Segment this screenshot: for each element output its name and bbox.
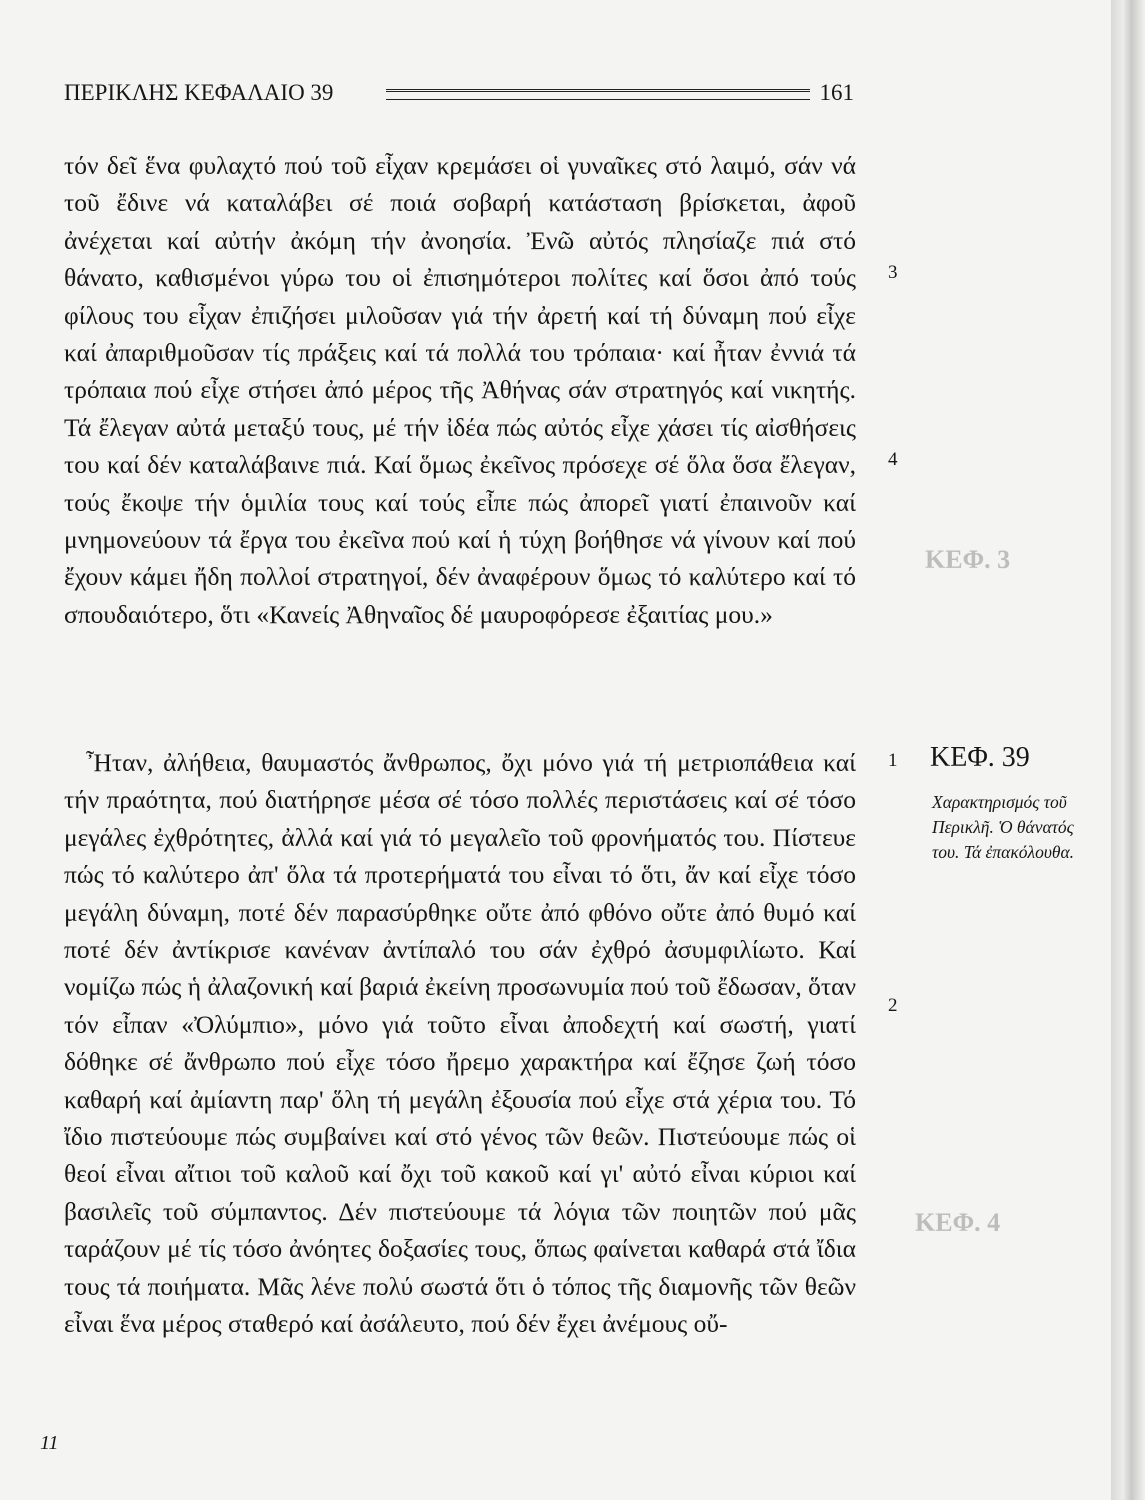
running-header xyxy=(64,80,854,110)
printer-signature: 11 xyxy=(40,1432,59,1454)
page-number: 161 xyxy=(819,80,854,105)
chapter-summary: Χαρακτηρισμός τοῦ Περικλῆ. Ὁ θάνατός του. Τά ἐπακόλουθα. xyxy=(932,792,1075,862)
margin-section-number: 1 xyxy=(888,750,898,771)
running-header-title: ΠΕΡΙΚΛΗΣ ΚΕΦΑΛΑΙΟ 39 xyxy=(64,80,334,105)
chapter-label: ΚΕΦ. 39 xyxy=(930,742,1030,773)
bleed-through-heading-2: ΚΕΦ. 4 xyxy=(915,1208,1001,1237)
body-paragraph-1: τόν δεῖ ἕνα φυλαχτό πού τοῦ εἶχαν κρεμάσει οἱ γυναῖκες στό λαιμό, σάν νά τοῦ ἔδινε νά καταλάβει σέ ποιά σοβαρή κατάσταση βρίσκεται, ἀφοῦ ἀνέχεται καί αὐτήν ἀκόμη τήν ἀνοησία. Ἐνῶ αὐτός πλησίαζε πιά στό θάνατο, καθισμένοι γύρω του οἱ ἐπισημότεροι πολίτες καί ὅσοι ἀπό τούς φίλους του εἶχαν ἐπιζήσει μιλοῦσαν γιά τήν ἀρετή καί τή δύναμη πού εἶχε καί ἀπαριθμοῦσαν τίς πράξεις καί τά πολλά του τρόπαια· καί ἦταν ἐννιά τά τρόπαια πού εἶχε στήσει ἀπό μέρος τῆς Ἀθήνας σάν στρατηγός καί νικητής. Τά ἔλεγαν αὐτά μεταξύ τους, μέ τήν ἰδέα πώς αὐτός εἶχε χάσει τίς αἰσθήσεις του καί δέν καταλάβαινε πιά. Καί ὅμως ἐκεῖνος πρόσεχε σέ ὅλα ὅσα ἔλεγαν, τούς ἔκοψε τήν ὁμιλία τους καί τούς εἶπε πώς ἀπορεῖ γιατί ἐπαινοῦν καί μνημονεύουν τά ἔργα του ἐκεῖνα πού καί ἡ τύχη βοήθησε νά γίνουν καί πού ἔχουν κάμει ἤδη πολλοί στρατηγοί, δέν ἀναφέρουν ὅμως τό καλύτερο καί τό σπουδαιότερο, ὅτι «Κανείς Ἀθηναῖος δέ μαυροφόρεσε ἐξαιτίας μου.» xyxy=(64,151,856,629)
page-edge-shadow xyxy=(1111,0,1145,1500)
margin-section-number: 3 xyxy=(888,262,898,283)
bleed-through-heading-1: ΚΕΦ. 3 xyxy=(925,545,1011,574)
body-paragraph-2: Ἦταν, ἀλήθεια, θαυμαστός ἄνθρωπος, ὄχι μόνο γιά τή μετριοπάθεια καί τήν πραότητα, πού διατήρησε μέσα σέ τόσο πολλές περιστάσεις καί σέ τόσο μεγάλες ἐχθρότητες, ἀλλά καί γιά τό μεγαλεῖο τοῦ φρονήματός του. Πίστευε πώς τό καλύτερο ἀπ' ὅλα τά προτερήματά του εἶναι τό ὅτι, ἄν καί εἶχε τόσο μεγάλη δύναμη, ποτέ δέν παρασύρθηκε οὔτε ἀπό φθόνο οὔτε ἀπό θυμό καί ποτέ δέν ἀντίκρισε κανέναν ἀντίπαλό του σάν ἐχθρό ἀσυμφιλίωτο. Καί νομίζω πώς ἡ ἀλαζονική καί βαριά ἐκείνη προσωνυμία πού τοῦ ἔδωσαν, ὅταν τόν εἶπαν «Ὀλύμπιο», μόνο γιά τοῦτο εἶναι ἀποδεχτή καί σωστή, γιατί δόθηκε σέ ἄνθρωπο πού εἶχε τόσο ἤρεμο χαρακτήρα καί ἔζησε ζωή τόσο καθαρή καί ἀμίαντη παρ' ὅλη τή μεγάλη ἐξουσία πού εἶχε στά χέρια του. Τό ἴδιο πιστεύουμε πώς συμβαίνει καί στό γένος τῶν θεῶν. Πιστεύουμε πώς οἱ θεοί εἶναι αἴτιοι τοῦ καλοῦ καί ὄχι τοῦ κακοῦ καί γι' αὐτό εἶναι κύριοι καί βασιλεῖς τοῦ σύμπαντος. Δέν πιστεύουμε τά λόγια τῶν ποιητῶν πού μᾶς ταράζουν μέ τίς τόσο ἀνόητες δοξασίες τους, ὅπως φαίνεται καθαρά στά ἴδια τους τά ποιήματα. Μᾶς λένε πολύ σωστά ὅτι ὁ τόπος τῆς διαμονῆς τῶν θεῶν εἶναι ἕνα μέρος σταθερό καί ἀσάλευτο, πού δέν ἔχει ἀνέμους οὔ- xyxy=(64,748,856,1339)
header-rule xyxy=(386,89,810,100)
margin-section-number: 2 xyxy=(888,995,898,1016)
margin-section-number: 4 xyxy=(888,449,898,470)
